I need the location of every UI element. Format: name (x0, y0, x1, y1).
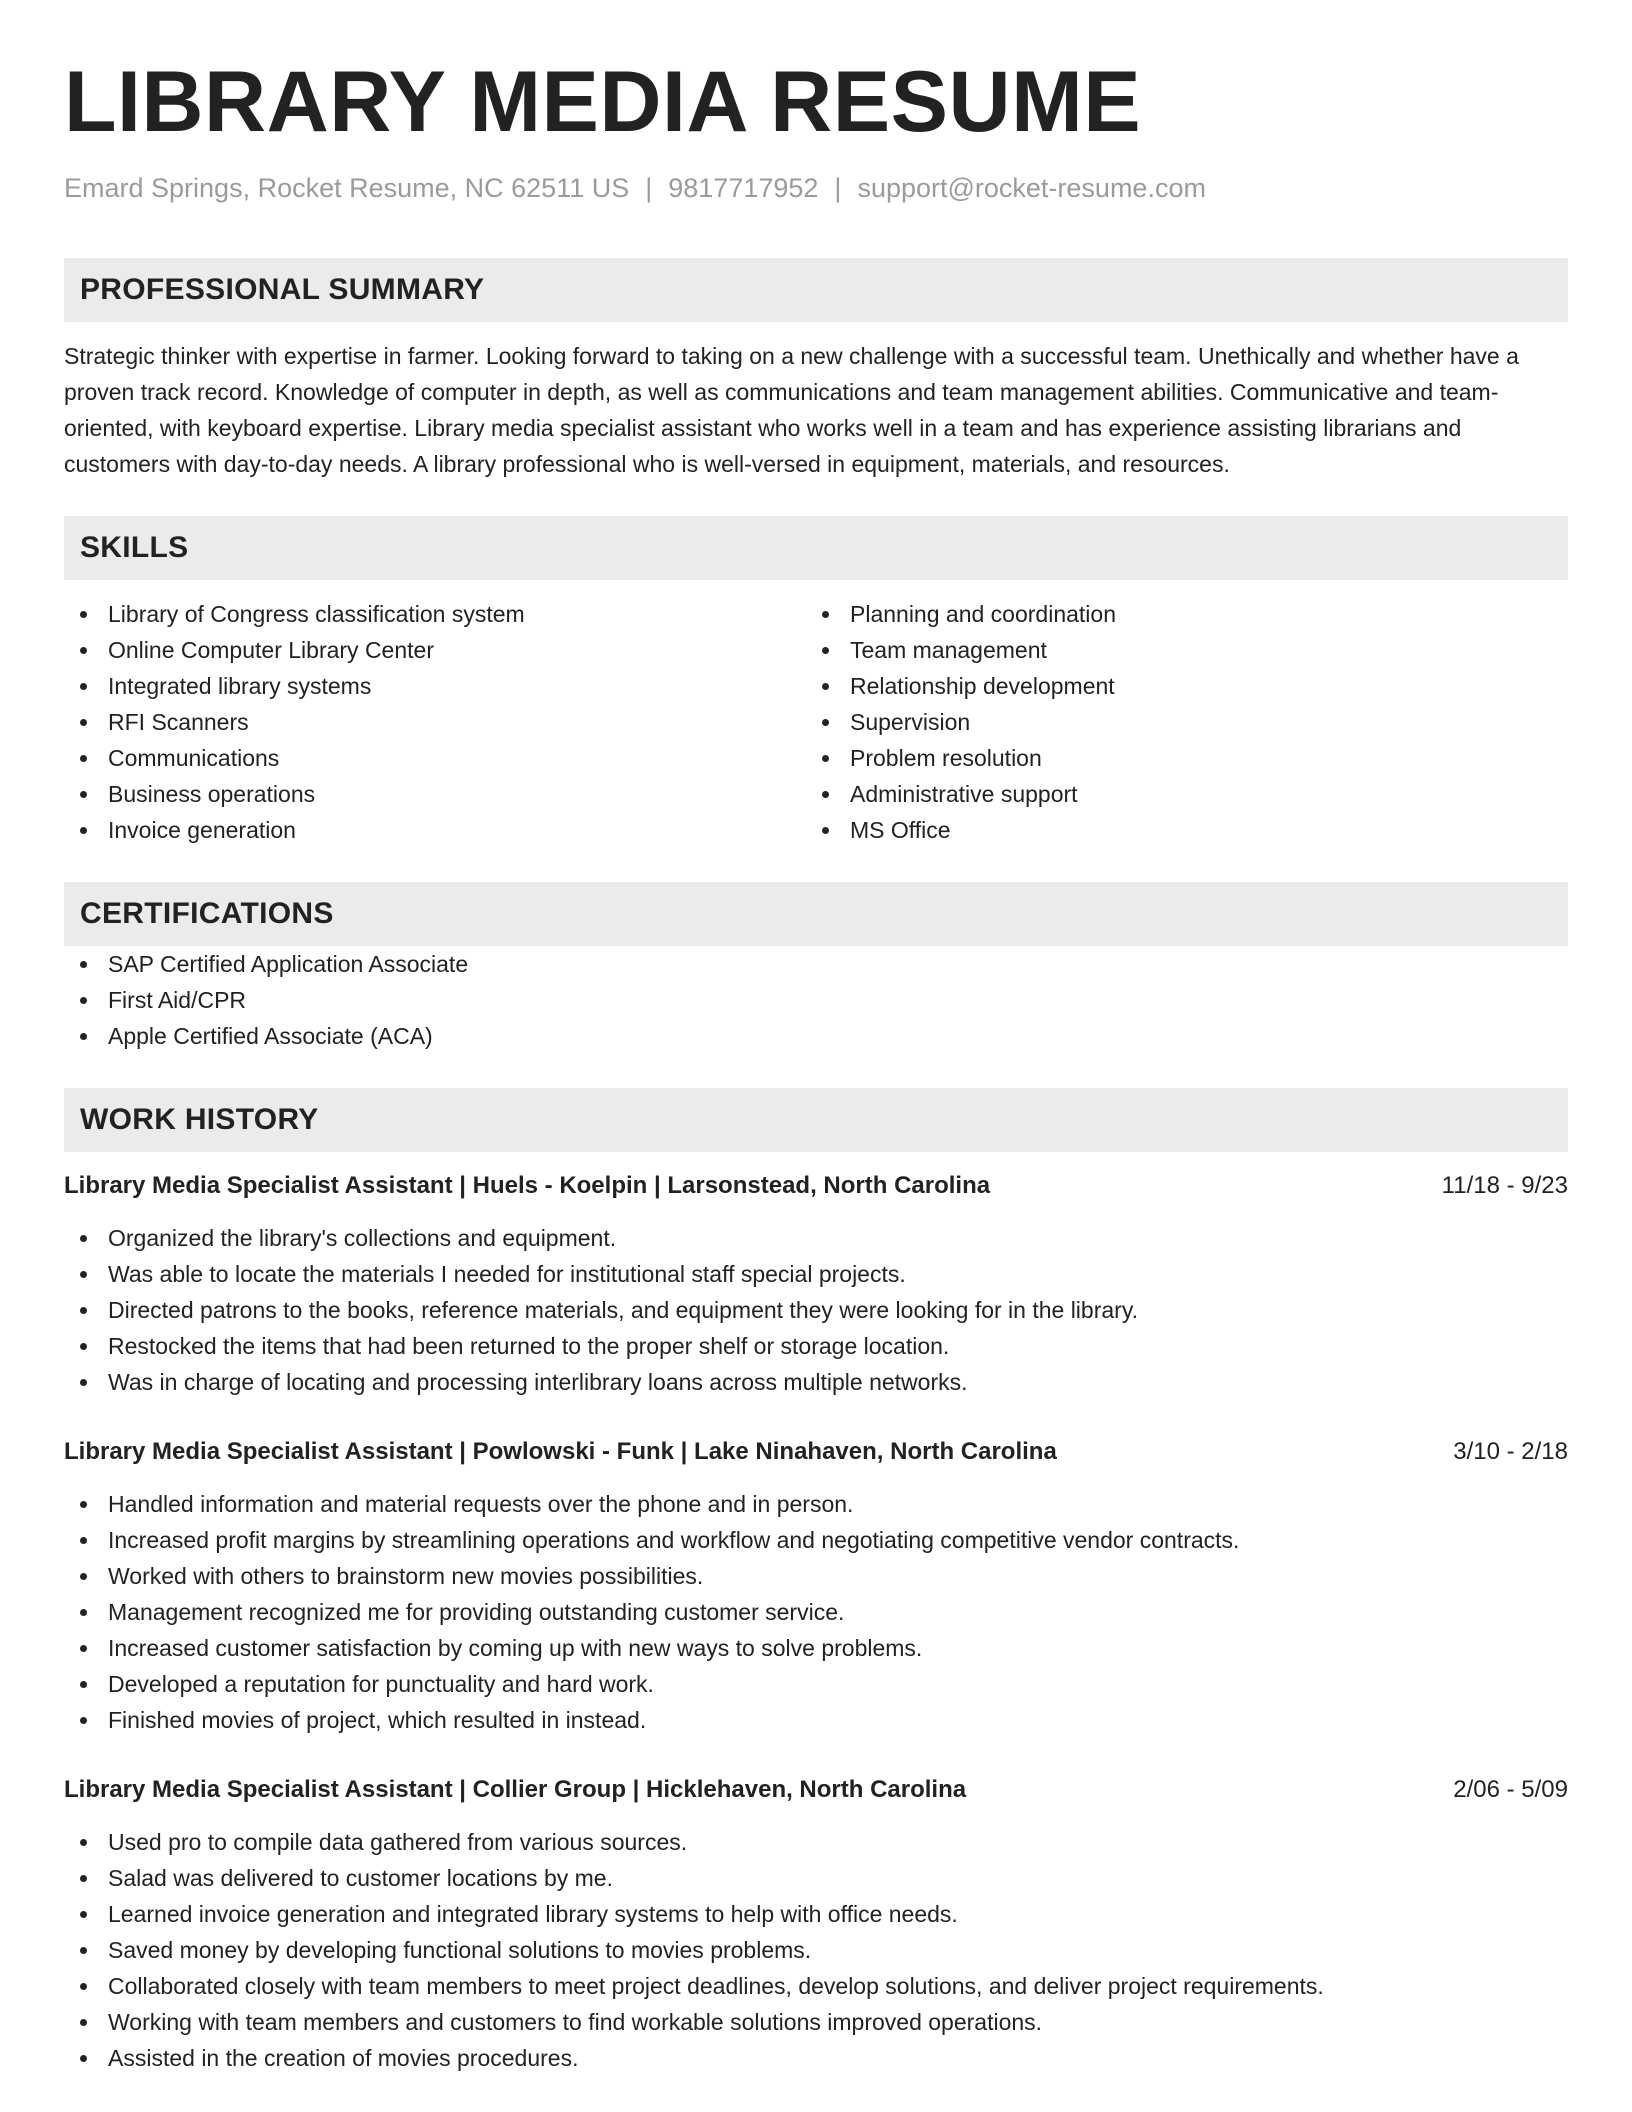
skill-item: Invoice generation (64, 812, 806, 848)
certification-item: First Aid/CPR (64, 982, 1568, 1018)
skill-item: MS Office (806, 812, 1548, 848)
skill-item: Communications (64, 740, 806, 776)
job-entry (64, 1168, 1568, 1400)
job-bullet: Learned invoice generation and integrated library systems to help with office needs. (64, 1896, 1568, 1932)
job-bullet: Handled information and material requests over the phone and in person. (64, 1486, 1568, 1522)
job-bullet: Organized the library's collections and equipment. (64, 1220, 1568, 1256)
contact-phone: 9817717952 (668, 173, 819, 203)
skill-item: Integrated library systems (64, 668, 806, 704)
job-bullet: Saved money by developing functional solutions to movies problems. (64, 1932, 1568, 1968)
resume-title: LIBRARY MEDIA RESUME (64, 54, 1142, 150)
section-header-skills: SKILLS (64, 516, 1568, 580)
job-title: Library Media Specialist Assistant | Huels - Koelpin | Larsonstead, North Carolina (64, 1172, 991, 1199)
job-bullets (64, 1486, 1568, 1738)
summary-text: Strategic thinker with expertise in farmer. Looking forward to taking on a new challenge with a successful team. Unethically and whether have a proven track record. Knowledge of computer in depth, as well as communications and team management abilities. Communicative and team-oriented, with keyboard expertise. Library media specialist assistant who works well in a team and has experience assisting librarians and customers with day-to-day needs. A library professional who is well-versed in equipment, materials, and resources. (64, 343, 1519, 477)
skill-item: Team management (806, 632, 1548, 668)
skill-item: Supervision (806, 704, 1548, 740)
skill-item: Problem resolution (806, 740, 1548, 776)
contact-address: Emard Springs, Rocket Resume, NC 62511 US (64, 173, 630, 203)
skills-column-right (806, 596, 1548, 848)
job-bullet: Assisted in the creation of movies procedures. (64, 2040, 1568, 2076)
contact-separator: | (645, 173, 653, 203)
job-bullets (64, 1220, 1568, 1400)
job-bullet: Directed patrons to the books, reference materials, and equipment they were looking for in the library. (64, 1292, 1568, 1328)
job-bullet: Restocked the items that had been returned to the proper shelf or storage location. (64, 1328, 1568, 1364)
job-entry (64, 1434, 1568, 1738)
skill-item: RFI Scanners (64, 704, 806, 740)
skills-column-left (64, 596, 806, 848)
job-bullet: Working with team members and customers to find workable solutions improved operations. (64, 2004, 1568, 2040)
job-title: Library Media Specialist Assistant | Collier Group | Hicklehaven, North Carolina (64, 1776, 967, 1803)
job-bullet: Salad was delivered to customer locations by me. (64, 1860, 1568, 1896)
section-header-certifications: CERTIFICATIONS (64, 882, 1568, 946)
job-bullet: Developed a reputation for punctuality and hard work. (64, 1666, 1568, 1702)
job-dates: 2/06 - 5/09 (1453, 1776, 1568, 1803)
job-bullet: Was in charge of locating and processing interlibrary loans across multiple networks. (64, 1364, 1568, 1400)
skills-grid (64, 596, 1568, 848)
job-header (64, 1434, 1568, 1470)
contact-email: support@rocket-resume.com (857, 173, 1206, 203)
section-header-summary: PROFESSIONAL SUMMARY (64, 258, 1568, 322)
contact-separator: | (834, 173, 842, 203)
skill-item: Online Computer Library Center (64, 632, 806, 668)
certification-item: SAP Certified Application Associate (64, 946, 1568, 982)
skill-item: Planning and coordination (806, 596, 1548, 632)
job-bullet: Management recognized me for providing outstanding customer service. (64, 1594, 1568, 1630)
job-header (64, 1772, 1568, 1808)
certifications-list (64, 946, 1568, 1054)
job-bullet: Worked with others to brainstorm new movies possibilities. (64, 1558, 1568, 1594)
skill-item: Business operations (64, 776, 806, 812)
job-entry (64, 1772, 1568, 2076)
skill-item: Administrative support (806, 776, 1548, 812)
job-dates: 3/10 - 2/18 (1453, 1438, 1568, 1465)
job-bullet: Finished movies of project, which resulted in instead. (64, 1702, 1568, 1738)
job-bullets (64, 1824, 1568, 2076)
skill-item: Relationship development (806, 668, 1548, 704)
skill-item: Library of Congress classification system (64, 596, 806, 632)
job-dates: 11/18 - 9/23 (1441, 1172, 1568, 1199)
job-header (64, 1168, 1568, 1204)
job-bullet: Was able to locate the materials I needed for institutional staff special projects. (64, 1256, 1568, 1292)
certification-item: Apple Certified Associate (ACA) (64, 1018, 1568, 1054)
job-bullet: Increased customer satisfaction by coming up with new ways to solve problems. (64, 1630, 1568, 1666)
contact-line (64, 170, 1568, 206)
job-title: Library Media Specialist Assistant | Powlowski - Funk | Lake Ninahaven, North Carolina (64, 1438, 1057, 1465)
skills-list-left (64, 596, 806, 848)
job-bullet: Collaborated closely with team members to meet project deadlines, develop solutions, and deliver project requirements. (64, 1968, 1568, 2004)
job-bullet: Used pro to compile data gathered from various sources. (64, 1824, 1568, 1860)
section-header-work-history: WORK HISTORY (64, 1088, 1568, 1152)
job-bullet: Increased profit margins by streamlining operations and workflow and negotiating competitive vendor contracts. (64, 1522, 1568, 1558)
skills-list-right (806, 596, 1548, 848)
